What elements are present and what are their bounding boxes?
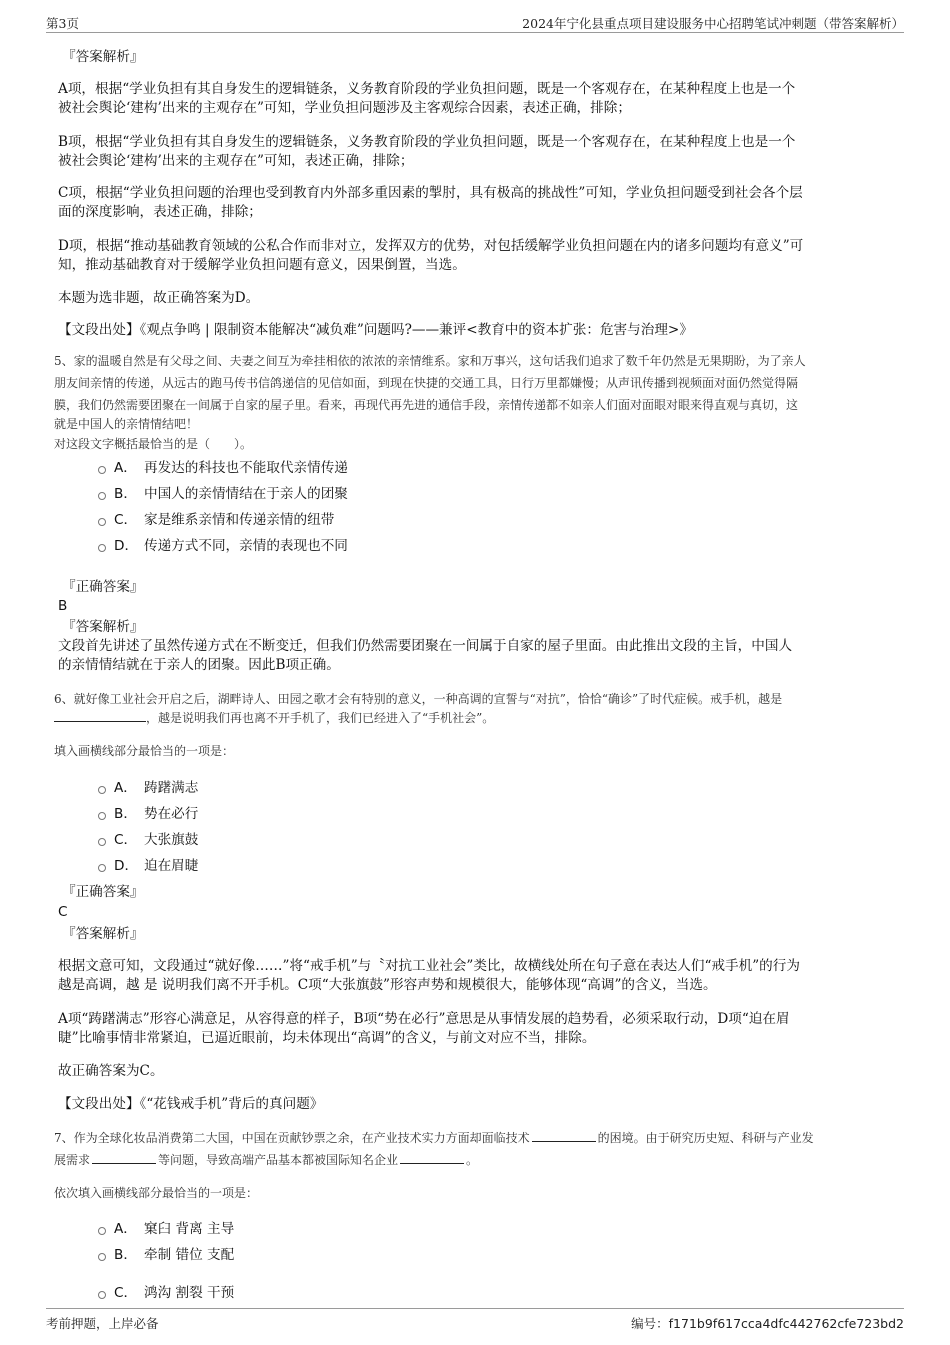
- q5-text-line1: 5、家的温暖自然是有父母之间、夫妻之间互为牵挂相依的浓浓的亲情维系。家和万事兴，这句话我们追求了数千年仍然是无果期盼，为了亲人: [54, 354, 806, 368]
- q6-option-d[interactable]: [98, 856, 198, 876]
- q6-option-a[interactable]: [98, 778, 198, 798]
- q6-answer-heading: 『正确答案』: [62, 884, 144, 900]
- option-letter: A．: [114, 460, 137, 476]
- q7-text-line2: [54, 1149, 478, 1171]
- q6-text-line2: [54, 707, 494, 729]
- option-text: 踌躇满志: [144, 780, 199, 796]
- option-letter: B．: [114, 486, 137, 502]
- q6-analysis-heading: 『答案解析』: [62, 926, 144, 942]
- q6-analysis-p1-line1: 根据文意可知，文段通过“就好像……”将“戒手机”与〝对抗工业社会”类比，故横线处所在句子意在表达人们“戒手机”的行为: [58, 958, 800, 974]
- q6-prompt: 填入画横线部分最恰当的一项是：: [54, 744, 235, 758]
- q6-conclusion: 故正确答案为C。: [58, 1063, 164, 1079]
- q6-analysis-p2-line1: A项“踌躇满志”形容心满意足，从容得意的样子，B项“势在必行”意思是从事情发展的趋势看，必须采取行动，D项“迫在眉: [58, 1011, 790, 1027]
- option-text: 传递方式不同，亲情的表现也不同: [144, 538, 348, 554]
- option-letter: C．: [114, 1285, 138, 1301]
- q5-option-b[interactable]: [98, 484, 348, 504]
- q5-option-c[interactable]: [98, 510, 334, 530]
- q5-analysis-line1: 文段首先讲述了虽然传递方式在不断变迁，但我们仍然需要团聚在一间属于自家的屋子里面。由此推出文段的主旨，中国人: [58, 638, 793, 654]
- radio-icon[interactable]: [98, 812, 106, 820]
- q7-prompt: 依次填入画横线部分最恰当的一项是：: [54, 1186, 259, 1200]
- option-text: 再发达的科技也不能取代亲情传递: [144, 460, 348, 476]
- option-letter: C．: [114, 512, 138, 528]
- radio-icon[interactable]: [98, 838, 106, 846]
- q5-analysis-heading: 『答案解析』: [62, 619, 144, 635]
- q5-text-line2: 朋友间亲情的传递，从远古的跑马传书信鸽递信的见信如面，到现在快捷的交通工具，日行万里都嫌慢；从声讯传播到视频面对面仍然觉得隔: [54, 376, 799, 390]
- q5-analysis-line2: 的亲情情结就在于亲人的团聚。因此B项正确。: [58, 657, 340, 673]
- radio-icon[interactable]: [98, 864, 106, 872]
- q7-text-line1-b: 的困境。由于研究历史短、科研与产业发: [597, 1131, 814, 1145]
- radio-icon[interactable]: [98, 1227, 106, 1235]
- q6-source: 【文段出处】《“花钱戒手机”背后的真问题》: [58, 1096, 324, 1112]
- option-text: 家是维系亲情和传递亲情的纽带: [144, 512, 335, 528]
- footer-slogan: 考前押题，上岸必备: [46, 1316, 159, 1331]
- q4-conclusion: 本题为选非题，故正确答案为D。: [58, 290, 260, 306]
- q4-analysis-b-line1: B项，根据“学业负担有其自身发生的逻辑链条，义务教育阶段的学业负担问题，既是一个客观存在，在某种程度上也是一个: [58, 134, 796, 150]
- option-text: 窠臼 背离 主导: [144, 1221, 235, 1237]
- page-number: 第3页: [46, 16, 79, 31]
- fill-blank: [532, 1129, 596, 1142]
- q7-text-line1-a: 7、作为全球化妆品消费第二大国，中国在贡献钞票之余，在产业技术实力方面却面临技术: [54, 1131, 530, 1145]
- q4-source: 【文段出处】《观点争鸣 | 限制资本能解决“减负难”问题吗?——兼评<教育中的资本扩张：危害与治理>》: [58, 322, 693, 338]
- q7-text-line1: [54, 1127, 814, 1149]
- q6-text-line2-rest: ，越是说明我们再也离不开手机了，我们已经进入了“手机社会”。: [146, 711, 495, 725]
- option-text: 大张旗鼓: [144, 832, 199, 848]
- q7-text-line2-c: 。: [466, 1153, 479, 1167]
- q7-text-line2-a: 展需求: [54, 1153, 91, 1167]
- q4-analysis-a-line2: 被社会舆论‘建构’出来的主观存在”可知，学业负担问题涉及主客观综合因素，表述正确，排除；: [58, 100, 631, 116]
- q7-option-a[interactable]: [98, 1219, 234, 1239]
- document-code-label: 编号：: [631, 1316, 669, 1331]
- q6-analysis-p1-line2: 越是高调，越 是 说明我们离不开手机。C项“大张旗鼓”形容声势和规模很大，能够体现“高调”的含义，当选。: [58, 977, 717, 993]
- q5-text-line3: 膜，我们仍然需要团聚在一间属于自家的屋子里。看来，再现代再先进的通信手段，亲情传递都不如亲人们面对面眼对眼来得直观与真切，这: [54, 398, 799, 412]
- radio-icon[interactable]: [98, 1253, 106, 1261]
- q5-prompt: 对这段文字概括最恰当的是（ ）。: [54, 437, 253, 451]
- option-letter: D．: [114, 538, 139, 554]
- q4-analysis-d-line2: 知，推动基础教育对于缓解学业负担问题有意义，因果倒置，当选。: [58, 257, 466, 273]
- q4-analysis-b-line2: 被社会舆论‘建构’出来的主观存在”可知，表述正确，排除；: [58, 153, 414, 169]
- q6-text-line1: 6、就好像工业社会开启之后，湖畔诗人、田园之歌才会有特别的意义，一种高调的宣誓与“对抗”，恰恰“确诊”了时代症候。戒手机，越是: [54, 692, 783, 706]
- option-text: 迫在眉睫: [144, 858, 199, 874]
- option-letter: A．: [114, 1221, 137, 1237]
- fill-blank: [92, 1151, 156, 1164]
- q5-answer-heading: 『正确答案』: [62, 579, 144, 595]
- q4-analysis-a-line1: A项，根据“学业负担有其自身发生的逻辑链条，义务教育阶段的学业负担问题，既是一个客观存在，在某种程度上也是一个: [58, 81, 796, 97]
- q4-analysis-heading: 『答案解析』: [62, 49, 144, 65]
- q5-text-line4: 就是中国人的亲情情结吧！: [54, 417, 199, 431]
- option-letter: A．: [114, 780, 137, 796]
- q4-analysis-c-line1: C项，根据“学业负担问题的治理也受到教育内外部多重因素的掣肘，具有极高的挑战性”可知，学业负担问题受到社会各个层: [58, 185, 803, 201]
- q6-answer: C: [58, 904, 68, 920]
- fill-blank: [400, 1151, 464, 1164]
- radio-icon[interactable]: [98, 466, 106, 474]
- q6-analysis-p2-line2: 睫”比喻事情非常紧迫，已逼近眼前，均未体现出“高调”的含义，与前文对应不当，排除。: [58, 1030, 596, 1046]
- radio-icon[interactable]: [98, 1291, 106, 1299]
- option-text: 势在必行: [144, 806, 199, 822]
- document-code-value: f171b9f617cca4dfc442762cfe723bd2: [668, 1316, 904, 1331]
- q6-option-c[interactable]: [98, 830, 198, 850]
- page-header: [46, 10, 904, 33]
- q5-option-a[interactable]: [98, 458, 348, 478]
- option-text: 鸿沟 割裂 干预: [144, 1285, 235, 1301]
- q7-option-b[interactable]: [98, 1245, 234, 1265]
- q7-text-line2-b: 等问题，导致高端产品基本都被国际知名企业: [158, 1153, 399, 1167]
- q4-analysis-d-line1: D项，根据“推动基础教育领域的公私合作而非对立，发挥双方的优势，对包括缓解学业负担问题在内的诸多问题均有意义”可: [58, 238, 804, 254]
- q7-option-c[interactable]: [98, 1283, 234, 1303]
- option-text: 中国人的亲情情结在于亲人的团聚: [144, 486, 348, 502]
- document-title: 2024年宁化县重点项目建设服务中心招聘笔试冲刺题（带答案解析）: [522, 16, 904, 31]
- radio-icon[interactable]: [98, 518, 106, 526]
- document-code: [631, 1314, 904, 1332]
- radio-icon[interactable]: [98, 492, 106, 500]
- option-letter: B．: [114, 1247, 137, 1263]
- q6-option-b[interactable]: [98, 804, 198, 824]
- q4-analysis-c-line2: 面的深度影响，表述正确，排除；: [58, 204, 262, 220]
- radio-icon[interactable]: [98, 544, 106, 552]
- page-footer: [46, 1308, 904, 1335]
- option-letter: C．: [114, 832, 138, 848]
- q5-answer: B: [58, 598, 68, 614]
- radio-icon[interactable]: [98, 786, 106, 794]
- q5-option-d[interactable]: [98, 536, 348, 556]
- option-letter: B．: [114, 806, 137, 822]
- option-letter: D．: [114, 858, 139, 874]
- fill-blank: [54, 709, 146, 722]
- option-text: 牵制 错位 支配: [144, 1247, 235, 1263]
